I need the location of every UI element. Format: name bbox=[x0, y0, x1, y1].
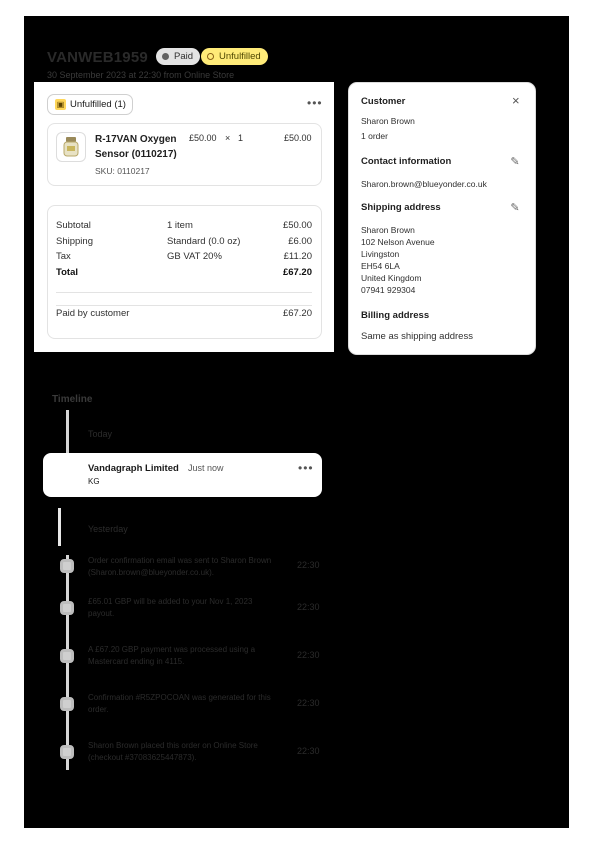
unfulfilled-count-label: Unfulfilled (1) bbox=[70, 99, 126, 110]
summary-amount: £11.20 bbox=[283, 251, 312, 262]
summary-detail: Standard (0.0 oz) bbox=[167, 236, 241, 247]
fulfillment-more-button[interactable]: ••• bbox=[307, 96, 323, 110]
line-total: £50.00 bbox=[284, 133, 312, 143]
order-number: VANWEB1959 bbox=[47, 49, 148, 66]
total-label: Total bbox=[56, 267, 78, 278]
unfulfilled-dot-icon bbox=[207, 53, 214, 60]
address-line: 102 Nelson Avenue bbox=[361, 237, 435, 247]
comment-time: Just now bbox=[188, 463, 224, 473]
timeline-event-time: 22:30 bbox=[297, 560, 320, 570]
timeline-event-dot bbox=[60, 649, 74, 663]
summary-label: Shipping bbox=[56, 236, 93, 247]
address-line: EH54 6LA bbox=[361, 261, 400, 271]
address-line: Sharon Brown bbox=[361, 225, 415, 235]
address-phone: 07941 929304 bbox=[361, 285, 416, 295]
timeline-event-time: 22:30 bbox=[297, 698, 320, 708]
product-name-link[interactable]: R-17VAN Oxygen Sensor (0110217) bbox=[95, 134, 177, 160]
customer-email[interactable]: Sharon.brown@blueyonder.co.uk bbox=[361, 179, 487, 189]
summary-amount: £50.00 bbox=[282, 220, 312, 231]
comment-more-button[interactable]: ••• bbox=[298, 461, 314, 475]
total-amount: £67.20 bbox=[282, 267, 312, 278]
edit-contact-button[interactable] bbox=[504, 151, 526, 173]
timeline-event-time: 22:30 bbox=[297, 650, 320, 660]
times-sign: × bbox=[225, 133, 231, 143]
summary-divider bbox=[56, 292, 312, 293]
contact-heading: Contact information bbox=[361, 156, 452, 167]
paid-by-customer-label: Paid by customer bbox=[56, 308, 130, 319]
timeline-event-text: Sharon Brown placed this order on Online Store (checkout #37083625447873). bbox=[88, 741, 258, 762]
billing-value: Same as shipping address bbox=[361, 331, 473, 342]
shipping-heading: Shipping address bbox=[361, 202, 441, 213]
timeline-event-text: A £67.20 GBP payment was processed using a Mastercard ending in 4115. bbox=[88, 645, 256, 666]
address-line: Livingston bbox=[361, 249, 400, 259]
billing-heading: Billing address bbox=[361, 310, 430, 321]
timeline-day-label: Yesterday bbox=[88, 524, 128, 534]
paid-by-customer-amount: £67.20 bbox=[282, 308, 312, 319]
edit-shipping-button[interactable] bbox=[504, 197, 526, 219]
comment-text: KG bbox=[88, 477, 100, 486]
pencil-icon: ✎ bbox=[510, 202, 520, 214]
unit-price: £50.00 bbox=[189, 133, 217, 143]
timeline-event-dot bbox=[60, 559, 74, 573]
summary-amount: £6.00 bbox=[288, 236, 312, 247]
order-subtitle: 30 September 2023 at 22:30 from Online Store bbox=[47, 70, 235, 80]
timeline-event-text: Order confirmation email was sent to Sharon Brown (Sharon.brown@blueyonder.co.uk). bbox=[88, 556, 272, 577]
timeline-event-time: 22:30 bbox=[297, 602, 320, 612]
timeline-line bbox=[66, 410, 69, 455]
product-thumbnail[interactable] bbox=[56, 132, 86, 162]
summary-detail: GB VAT 20% bbox=[167, 251, 222, 262]
paid-badge-label: Paid bbox=[174, 51, 194, 62]
timeline-event-text: Confirmation #R5ZPOCOAN was generated for this order. bbox=[88, 693, 271, 714]
summary-divider bbox=[56, 305, 312, 306]
summary-label: Tax bbox=[56, 251, 71, 262]
timeline-event-dot bbox=[60, 697, 74, 711]
timeline-event-dot bbox=[60, 745, 74, 759]
address-line: United Kingdom bbox=[361, 273, 422, 283]
comment-author: Vandagraph Limited bbox=[88, 463, 179, 474]
unfulfilled-badge-label: Unfulfilled bbox=[219, 51, 261, 62]
quantity: 1 bbox=[238, 133, 244, 143]
product-image-icon bbox=[57, 133, 85, 161]
timeline-event-dot bbox=[60, 601, 74, 615]
timeline-day-label: Today bbox=[88, 429, 113, 439]
paid-status-badge bbox=[156, 48, 200, 65]
unfulfilled-status-badge bbox=[201, 48, 268, 65]
pencil-icon: ✎ bbox=[510, 156, 520, 168]
timeline-line bbox=[58, 508, 61, 546]
timeline-event-text: £65.01 GBP will be added to your Nov 1, 2023 payout. bbox=[88, 597, 253, 618]
timeline-heading: Timeline bbox=[52, 394, 93, 405]
unfulfilled-section-label bbox=[47, 94, 133, 115]
summary-detail: 1 item bbox=[167, 220, 193, 231]
summary-label: Subtotal bbox=[56, 220, 91, 231]
paid-dot-icon bbox=[162, 53, 169, 60]
timeline-comment-card bbox=[43, 453, 322, 497]
customer-name-link[interactable]: Sharon Brown bbox=[361, 116, 415, 126]
close-icon[interactable]: × bbox=[512, 93, 520, 108]
product-sku: SKU: 0110217 bbox=[95, 166, 150, 176]
timeline-event-time: 22:30 bbox=[297, 746, 320, 756]
customer-order-count: 1 order bbox=[361, 131, 388, 141]
customer-heading: Customer bbox=[361, 96, 406, 107]
unfulfilled-box-icon: ▣ bbox=[56, 100, 65, 109]
